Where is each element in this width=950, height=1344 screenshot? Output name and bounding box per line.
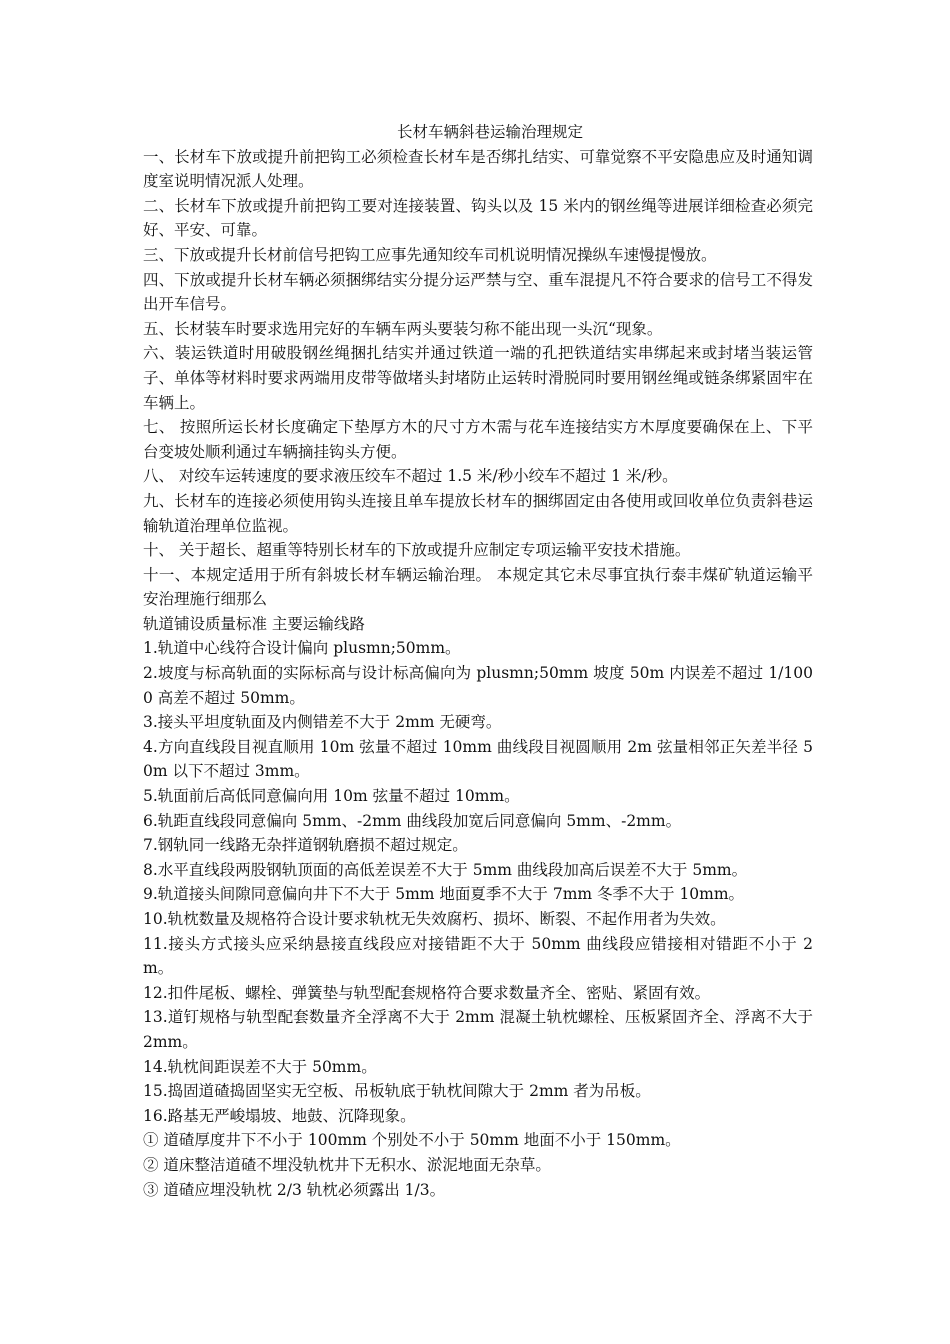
document-body bbox=[143, 145, 813, 1203]
document-paragraph: 四、下放或提升长材车辆必须捆绑结实分提分运严禁与空、重车混提凡不符合要求的信号工不得发出开车信号。 bbox=[143, 270, 813, 314]
document-paragraph: 十、 关于超长、超重等特别长材车的下放或提升应制定专项运输平安技术措施。 bbox=[143, 541, 691, 560]
document-page bbox=[143, 120, 813, 1202]
document-paragraph: 十一、本规定适用于所有斜坡长材车辆运输治理。 本规定其它未尽事宜执行泰丰煤矿轨道运输平安治理施行细那么 bbox=[143, 565, 813, 609]
document-paragraph: 九、长材车的连接必须使用钩头连接且单车提放长材车的捆绑固定由各使用或回收单位负责斜巷运输轨道治理单位监视。 bbox=[143, 491, 813, 535]
document-title: 长材车辆斜巷运输治理规定 bbox=[396, 123, 583, 141]
document-paragraph: ① 道碴厚度井下不小于 100mm 个别处不小于 50mm 地面不小于 150mm。 bbox=[143, 1131, 681, 1150]
document-paragraph: 一、长材车下放或提升前把钩工必须检查长材车是否绑扎结实、可靠觉察不平安隐患应及时通知调度室说明情况派人处理。 bbox=[143, 147, 813, 191]
document-paragraph: 三、下放或提升长材前信号把钩工应事先通知绞车司机说明情况操纵车速慢提慢放。 bbox=[143, 245, 717, 264]
document-paragraph: 4.方向直线段目视直顺用 10m 弦量不超过 10mm 曲线段目视圆顺用 2m 弦量相邻正矢差半径 50m 以下不超过 3mm。 bbox=[143, 737, 813, 781]
document-paragraph: 轨道铺设质量标准 主要运输线路 bbox=[143, 614, 365, 633]
document-paragraph: 二、长材车下放或提升前把钩工要对连接装置、钩头以及 15 米内的钢丝绳等进展详细检查必须完好、平安、可靠。 bbox=[143, 196, 813, 240]
document-paragraph: 八、 对绞车运转速度的要求液压绞车不超过 1.5 米/秒小绞车不超过 1 米/秒。 bbox=[143, 467, 678, 486]
document-paragraph: 10.轨枕数量及规格符合设计要求轨枕无失效腐朽、损坏、断裂、不起作用者为失效。 bbox=[143, 910, 726, 928]
document-paragraph: ② 道床整洁道碴不埋没轨枕井下无积水、淤泥地面无杂草。 bbox=[143, 1155, 551, 1174]
document-paragraph: ③ 道碴应埋没轨枕 2/3 轨枕必须露出 1/3。 bbox=[143, 1180, 446, 1199]
document-paragraph: 11.接头方式接头应采纳悬接直线段应对接错距不大于 50mm 曲线段应错接相对错距不小于 2m。 bbox=[143, 934, 813, 978]
document-paragraph: 15.捣固道碴捣固坚实无空板、吊板轨底于轨枕间隙大于 2mm 者为吊板。 bbox=[143, 1082, 651, 1101]
document-paragraph: 13.道钉规格与轨型配套数量齐全浮离不大于 2mm 混凝土轨枕螺栓、压板紧固齐全、浮离不大于 2mm。 bbox=[143, 1008, 813, 1051]
document-paragraph: 3.接头平坦度轨面及内侧错差不大于 2mm 无硬弯。 bbox=[143, 713, 502, 732]
document-paragraph: 1.轨道中心线符合设计偏向 plusmn;50mm。 bbox=[143, 639, 461, 658]
document-paragraph: 五、长材装车时要求选用完好的车辆车两头要装匀称不能出现一头沉“现象。 bbox=[143, 319, 663, 338]
document-paragraph: 七、 按照所运长材长度确定下垫厚方木的尺寸方木需与花车连接结实方木厚度要确保在上、下平台变坡处顺利通过车辆摘挂钩头方便。 bbox=[143, 418, 813, 461]
document-paragraph: 8.水平直线段两股钢轨顶面的高低差误差不大于 5mm 曲线段加高后误差不大于 5mm。 bbox=[143, 860, 748, 879]
document-paragraph: 5.轨面前后高低同意偏向用 10m 弦量不超过 10mm。 bbox=[143, 787, 520, 806]
document-paragraph: 六、装运铁道时用破股钢丝绳捆扎结实并通过铁道一端的孔把铁道结实串绑起来或封堵当装运管子、单体等材料时要求两端用皮带等做堵头封堵防止运转时滑脱同时要用钢丝绳或链条绑紧固牢在车辆上。 bbox=[143, 344, 813, 412]
document-paragraph: 7.钢轨同一线路无杂拌道钢轨磨损不超过规定。 bbox=[143, 836, 468, 855]
document-paragraph: 12.扣件尾板、螺栓、弹簧垫与轨型配套规格符合要求数量齐全、密贴、紧固有效。 bbox=[143, 983, 711, 1002]
document-paragraph: 2.坡度与标高轨面的实际标高与设计标高偏向为 plusmn;50mm 坡度 50m 内误差不超过 1/1000 高差不超过 50mm。 bbox=[143, 664, 813, 707]
document-paragraph: 9.轨道接头间隙同意偏向井下不大于 5mm 地面夏季不大于 7mm 冬季不大于 10mm。 bbox=[143, 885, 745, 904]
document-paragraph: 16.路基无严峻塌坡、地鼓、沉降现象。 bbox=[143, 1106, 416, 1125]
document-paragraph: 6.轨距直线段同意偏向 5mm、-2mm 曲线段加宽后同意偏向 5mm、-2mm。 bbox=[143, 811, 682, 830]
document-paragraph: 14.轨枕间距误差不大于 50mm。 bbox=[143, 1057, 377, 1076]
